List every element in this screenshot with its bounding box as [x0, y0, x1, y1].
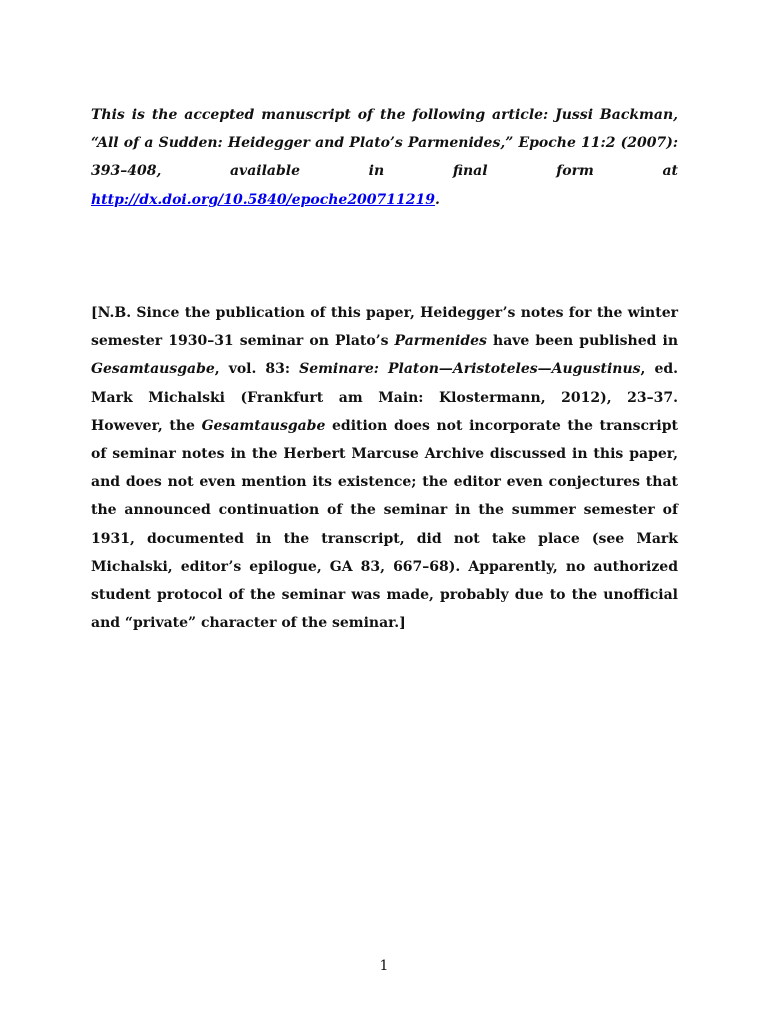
nb-note-text-4: , ed. Mark Michalski (Frankfurt am Main: Klostermann, 2012), 23–37. However, the — [91, 361, 679, 434]
header-note-text: This is the accepted manuscript of the following article: Jussi Backman, “All of a Sudden: Heidegger and Plato’s Parmenides,” Epoche 11:2 (2007): 393–408, available in final form at — [91, 107, 678, 180]
nb-note-text-3: , vol. 83: — [214, 361, 300, 378]
manuscript-header-note — [91, 101, 678, 214]
nb-note-italic-parmenides: Parmenides — [394, 333, 487, 350]
nb-note-italic-gesamtausgabe-2: Gesamtausgabe — [201, 417, 326, 434]
nb-note-text-2: have been published in — [486, 333, 679, 350]
nb-note-text-5: edition does not incorporate the transcript of seminar notes in the Herbert Marcuse Archive discussed in this paper, and does not even mention its existence; the editor even conjectures that the announced continuation of the seminar in the summer semester of 1931, documented in the transcript, did not take place (see Mark Michalski, editor’s epilogue, GA 83, 667–68). Apparently, no authorized student protocol of the seminar was made, probably due to the unofficial and “private” character of the seminar.] — [91, 417, 678, 632]
page-number: 1 — [379, 958, 389, 974]
nb-note-paragraph — [91, 299, 678, 637]
header-note-period: . — [435, 191, 440, 208]
doi-link[interactable]: http://dx.doi.org/10.5840/epoche200711219 — [91, 191, 435, 208]
nb-note-italic-seminare: Seminare: Platon—Aristoteles—Augustinus — [299, 361, 641, 378]
nb-note-italic-gesamtausgabe: Gesamtausgabe — [91, 361, 215, 378]
nb-note-text-1: [N.B. Since the publication of this paper, Heidegger’s notes for the winter semester 1930–31 seminar on Plato’s — [91, 305, 678, 350]
